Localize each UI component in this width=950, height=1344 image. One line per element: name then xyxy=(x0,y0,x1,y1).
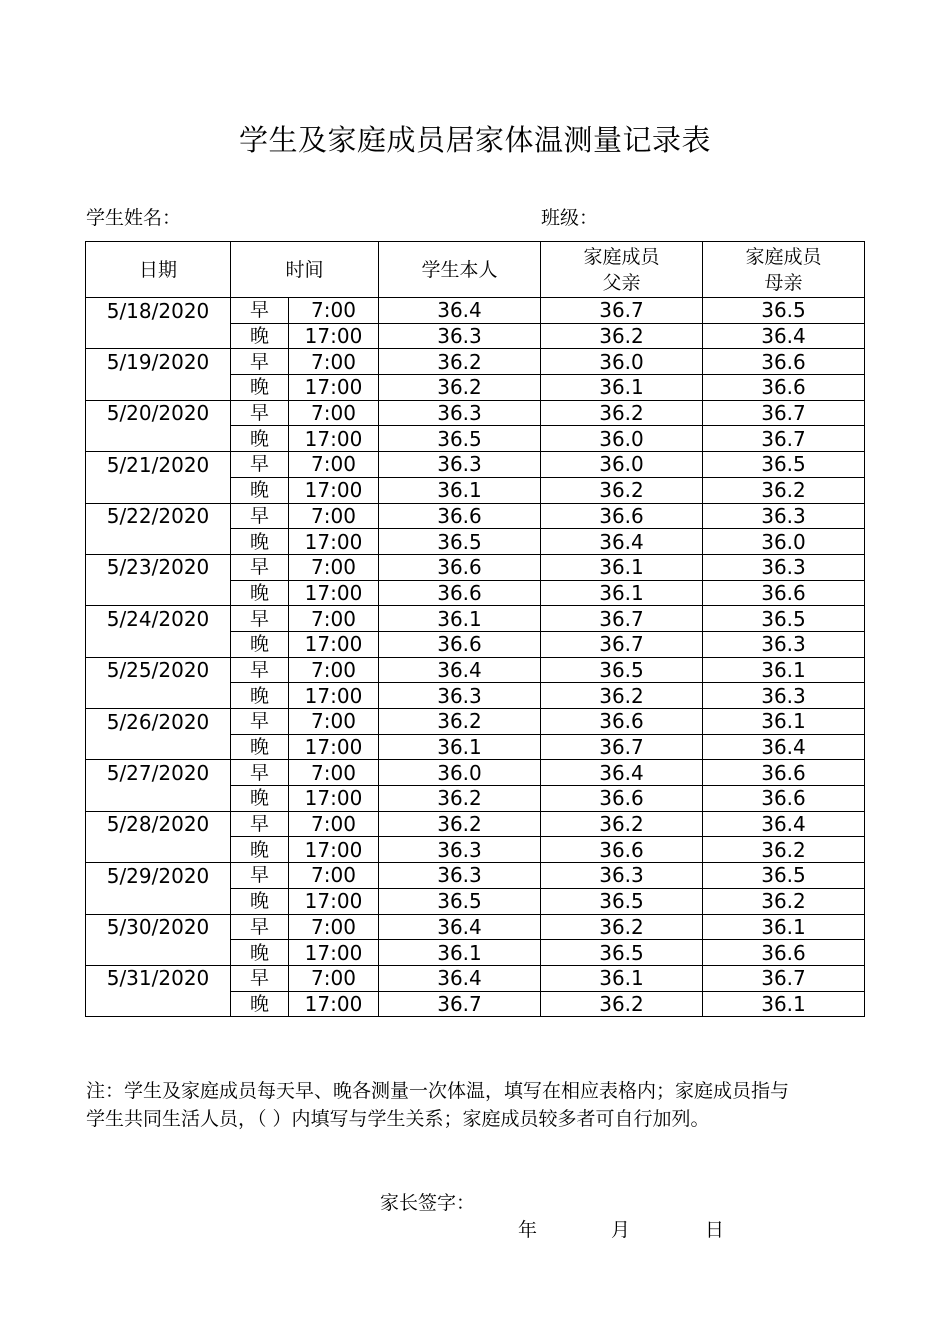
cell-student: 36.4 xyxy=(379,657,541,683)
cell-student: 36.4 xyxy=(379,914,541,940)
cell-period: 早 xyxy=(231,709,289,735)
cell-time: 7:00 xyxy=(289,606,379,632)
cell-period: 晚 xyxy=(231,734,289,760)
cell-mother: 36.6 xyxy=(703,375,865,401)
cell-mother: 36.5 xyxy=(703,606,865,632)
cell-time: 7:00 xyxy=(289,400,379,426)
cell-father: 36.1 xyxy=(541,965,703,991)
cell-period: 晚 xyxy=(231,888,289,914)
cell-period: 早 xyxy=(231,760,289,786)
cell-time: 17:00 xyxy=(289,786,379,812)
cell-period: 晚 xyxy=(231,580,289,606)
cell-period: 早 xyxy=(231,400,289,426)
page-title: 学生及家庭成员居家体温测量记录表 xyxy=(238,123,711,157)
cell-student: 36.6 xyxy=(379,554,541,580)
cell-student: 36.4 xyxy=(379,965,541,991)
cell-date xyxy=(86,426,231,452)
cell-father: 36.1 xyxy=(541,554,703,580)
cell-period: 晚 xyxy=(231,323,289,349)
note-line-1: 注：学生及家庭成员每天早、晚各测量一次体温，填写在相应表格内；家庭成员指与 xyxy=(86,1080,790,1102)
table-row xyxy=(86,529,865,555)
cell-mother: 36.2 xyxy=(703,888,865,914)
cell-father: 36.1 xyxy=(541,580,703,606)
cell-student: 36.5 xyxy=(379,888,541,914)
cell-period: 晚 xyxy=(231,529,289,555)
cell-date: 5/26/2020 xyxy=(86,709,231,735)
cell-date: 5/22/2020 xyxy=(86,503,231,529)
cell-date xyxy=(86,477,231,503)
cell-date: 5/31/2020 xyxy=(86,965,231,991)
cell-date xyxy=(86,837,231,863)
cell-student: 36.5 xyxy=(379,529,541,555)
cell-father: 36.6 xyxy=(541,709,703,735)
table-header-row xyxy=(86,242,865,298)
cell-student: 36.6 xyxy=(379,503,541,529)
cell-student: 36.6 xyxy=(379,580,541,606)
cell-father: 36.2 xyxy=(541,914,703,940)
cell-time: 17:00 xyxy=(289,683,379,709)
cell-date xyxy=(86,529,231,555)
cell-mother: 36.1 xyxy=(703,914,865,940)
cell-mother: 36.2 xyxy=(703,837,865,863)
cell-date xyxy=(86,888,231,914)
table-row xyxy=(86,888,865,914)
cell-period: 晚 xyxy=(231,426,289,452)
cell-student: 36.2 xyxy=(379,811,541,837)
cell-student: 36.6 xyxy=(379,631,541,657)
cell-father: 36.0 xyxy=(541,426,703,452)
cell-father: 36.7 xyxy=(541,606,703,632)
table-row xyxy=(86,991,865,1017)
cell-father: 36.1 xyxy=(541,375,703,401)
header-mother-line2: 母亲 xyxy=(764,271,803,294)
table-row xyxy=(86,554,865,580)
cell-date xyxy=(86,940,231,966)
cell-mother: 36.6 xyxy=(703,786,865,812)
table-row xyxy=(86,606,865,632)
cell-father: 36.5 xyxy=(541,940,703,966)
cell-father: 36.7 xyxy=(541,734,703,760)
cell-date xyxy=(86,786,231,812)
cell-mother: 36.3 xyxy=(703,683,865,709)
cell-date xyxy=(86,375,231,401)
cell-time: 17:00 xyxy=(289,477,379,503)
cell-mother: 36.1 xyxy=(703,991,865,1017)
cell-date: 5/19/2020 xyxy=(86,349,231,375)
table-row xyxy=(86,811,865,837)
cell-student: 36.3 xyxy=(379,683,541,709)
cell-mother: 36.7 xyxy=(703,426,865,452)
cell-father: 36.2 xyxy=(541,477,703,503)
cell-student: 36.2 xyxy=(379,786,541,812)
cell-time: 7:00 xyxy=(289,863,379,889)
cell-period: 早 xyxy=(231,914,289,940)
cell-student: 36.1 xyxy=(379,477,541,503)
cell-time: 17:00 xyxy=(289,631,379,657)
cell-student: 36.3 xyxy=(379,452,541,478)
table-row xyxy=(86,683,865,709)
cell-father: 36.0 xyxy=(541,349,703,375)
cell-student: 36.4 xyxy=(379,298,541,324)
cell-time: 17:00 xyxy=(289,375,379,401)
signature-year: 年 xyxy=(518,1219,538,1241)
header-date: 日期 xyxy=(86,242,231,298)
cell-student: 36.1 xyxy=(379,940,541,966)
table-row xyxy=(86,965,865,991)
cell-date xyxy=(86,734,231,760)
cell-mother: 36.6 xyxy=(703,349,865,375)
signature-month: 月 xyxy=(611,1219,631,1241)
cell-mother: 36.2 xyxy=(703,477,865,503)
cell-date: 5/29/2020 xyxy=(86,863,231,889)
cell-mother: 36.3 xyxy=(703,631,865,657)
cell-mother: 36.7 xyxy=(703,400,865,426)
cell-father: 36.7 xyxy=(541,631,703,657)
cell-period: 晚 xyxy=(231,631,289,657)
cell-date xyxy=(86,631,231,657)
cell-mother: 36.6 xyxy=(703,760,865,786)
cell-father: 36.5 xyxy=(541,657,703,683)
cell-student: 36.3 xyxy=(379,323,541,349)
cell-student: 36.7 xyxy=(379,991,541,1017)
cell-period: 早 xyxy=(231,965,289,991)
cell-date xyxy=(86,991,231,1017)
cell-time: 17:00 xyxy=(289,580,379,606)
cell-student: 36.1 xyxy=(379,734,541,760)
cell-mother: 36.3 xyxy=(703,554,865,580)
cell-date: 5/28/2020 xyxy=(86,811,231,837)
cell-period: 早 xyxy=(231,657,289,683)
header-father-line1: 家庭成员 xyxy=(583,245,660,268)
cell-time: 7:00 xyxy=(289,709,379,735)
table-row xyxy=(86,657,865,683)
cell-student: 36.2 xyxy=(379,349,541,375)
cell-period: 晚 xyxy=(231,991,289,1017)
cell-father: 36.7 xyxy=(541,298,703,324)
cell-student: 36.1 xyxy=(379,606,541,632)
table-row xyxy=(86,503,865,529)
cell-date: 5/24/2020 xyxy=(86,606,231,632)
temperature-table xyxy=(85,241,865,1017)
cell-mother: 36.4 xyxy=(703,734,865,760)
cell-father: 36.0 xyxy=(541,452,703,478)
header-father xyxy=(541,242,703,298)
cell-time: 17:00 xyxy=(289,940,379,966)
cell-father: 36.4 xyxy=(541,760,703,786)
table-row xyxy=(86,349,865,375)
cell-father: 36.2 xyxy=(541,400,703,426)
cell-time: 17:00 xyxy=(289,529,379,555)
table-body xyxy=(86,298,865,1017)
cell-father: 36.3 xyxy=(541,863,703,889)
cell-time: 17:00 xyxy=(289,426,379,452)
cell-date: 5/27/2020 xyxy=(86,760,231,786)
cell-father: 36.6 xyxy=(541,786,703,812)
cell-date xyxy=(86,683,231,709)
table-row xyxy=(86,709,865,735)
table-row xyxy=(86,914,865,940)
table-row xyxy=(86,375,865,401)
cell-time: 7:00 xyxy=(289,554,379,580)
cell-time: 17:00 xyxy=(289,991,379,1017)
cell-mother: 36.1 xyxy=(703,709,865,735)
cell-time: 7:00 xyxy=(289,503,379,529)
table-row xyxy=(86,400,865,426)
signature-day: 日 xyxy=(705,1219,725,1241)
table-row xyxy=(86,760,865,786)
cell-father: 36.2 xyxy=(541,991,703,1017)
cell-mother: 36.6 xyxy=(703,580,865,606)
cell-time: 7:00 xyxy=(289,914,379,940)
table-row xyxy=(86,940,865,966)
cell-mother: 36.6 xyxy=(703,940,865,966)
cell-time: 7:00 xyxy=(289,811,379,837)
cell-mother: 36.4 xyxy=(703,811,865,837)
class-label: 班级： xyxy=(541,207,599,229)
cell-period: 晚 xyxy=(231,940,289,966)
table-row xyxy=(86,426,865,452)
table-row xyxy=(86,863,865,889)
cell-time: 17:00 xyxy=(289,837,379,863)
cell-time: 17:00 xyxy=(289,734,379,760)
note xyxy=(86,1077,876,1133)
cell-period: 晚 xyxy=(231,837,289,863)
cell-time: 17:00 xyxy=(289,323,379,349)
table-row xyxy=(86,298,865,324)
cell-father: 36.4 xyxy=(541,529,703,555)
table-row xyxy=(86,631,865,657)
cell-father: 36.2 xyxy=(541,323,703,349)
cell-mother: 36.7 xyxy=(703,965,865,991)
cell-date: 5/21/2020 xyxy=(86,452,231,478)
cell-father: 36.5 xyxy=(541,888,703,914)
cell-period: 早 xyxy=(231,554,289,580)
cell-date: 5/25/2020 xyxy=(86,657,231,683)
cell-time: 7:00 xyxy=(289,349,379,375)
cell-date: 5/20/2020 xyxy=(86,400,231,426)
table-row xyxy=(86,786,865,812)
cell-student: 36.0 xyxy=(379,760,541,786)
cell-period: 早 xyxy=(231,863,289,889)
table-row xyxy=(86,477,865,503)
cell-time: 17:00 xyxy=(289,888,379,914)
cell-date: 5/30/2020 xyxy=(86,914,231,940)
cell-mother: 36.4 xyxy=(703,323,865,349)
student-name-label: 学生姓名： xyxy=(86,207,182,229)
cell-student: 36.5 xyxy=(379,426,541,452)
header-mother-line1: 家庭成员 xyxy=(745,245,822,268)
cell-time: 7:00 xyxy=(289,298,379,324)
cell-period: 早 xyxy=(231,349,289,375)
cell-father: 36.2 xyxy=(541,811,703,837)
cell-father: 36.6 xyxy=(541,837,703,863)
cell-student: 36.2 xyxy=(379,375,541,401)
cell-mother: 36.5 xyxy=(703,452,865,478)
cell-student: 36.3 xyxy=(379,400,541,426)
cell-date: 5/23/2020 xyxy=(86,554,231,580)
cell-time: 7:00 xyxy=(289,965,379,991)
cell-period: 晚 xyxy=(231,375,289,401)
cell-mother: 36.1 xyxy=(703,657,865,683)
cell-period: 早 xyxy=(231,503,289,529)
table-row xyxy=(86,323,865,349)
table-row xyxy=(86,580,865,606)
table-row xyxy=(86,452,865,478)
cell-period: 晚 xyxy=(231,683,289,709)
cell-mother: 36.5 xyxy=(703,298,865,324)
cell-period: 晚 xyxy=(231,786,289,812)
header-father-line2: 父亲 xyxy=(602,271,641,294)
cell-father: 36.6 xyxy=(541,503,703,529)
cell-period: 晚 xyxy=(231,477,289,503)
parent-signature-label: 家长签字： xyxy=(380,1192,476,1214)
cell-period: 早 xyxy=(231,452,289,478)
cell-period: 早 xyxy=(231,606,289,632)
header-student: 学生本人 xyxy=(379,242,541,298)
cell-date xyxy=(86,580,231,606)
cell-period: 早 xyxy=(231,811,289,837)
header-time: 时间 xyxy=(231,242,379,298)
cell-student: 36.2 xyxy=(379,709,541,735)
cell-mother: 36.0 xyxy=(703,529,865,555)
cell-date xyxy=(86,323,231,349)
cell-time: 7:00 xyxy=(289,760,379,786)
header-mother xyxy=(703,242,865,298)
cell-student: 36.3 xyxy=(379,863,541,889)
cell-father: 36.2 xyxy=(541,683,703,709)
cell-date: 5/18/2020 xyxy=(86,298,231,324)
table-row xyxy=(86,837,865,863)
cell-time: 7:00 xyxy=(289,657,379,683)
cell-time: 7:00 xyxy=(289,452,379,478)
cell-period: 早 xyxy=(231,298,289,324)
table-row xyxy=(86,734,865,760)
cell-mother: 36.3 xyxy=(703,503,865,529)
cell-mother: 36.5 xyxy=(703,863,865,889)
cell-student: 36.3 xyxy=(379,837,541,863)
note-line-2: 学生共同生活人员，（ ）内填写与学生关系；家庭成员较多者可自行加列。 xyxy=(86,1108,710,1130)
